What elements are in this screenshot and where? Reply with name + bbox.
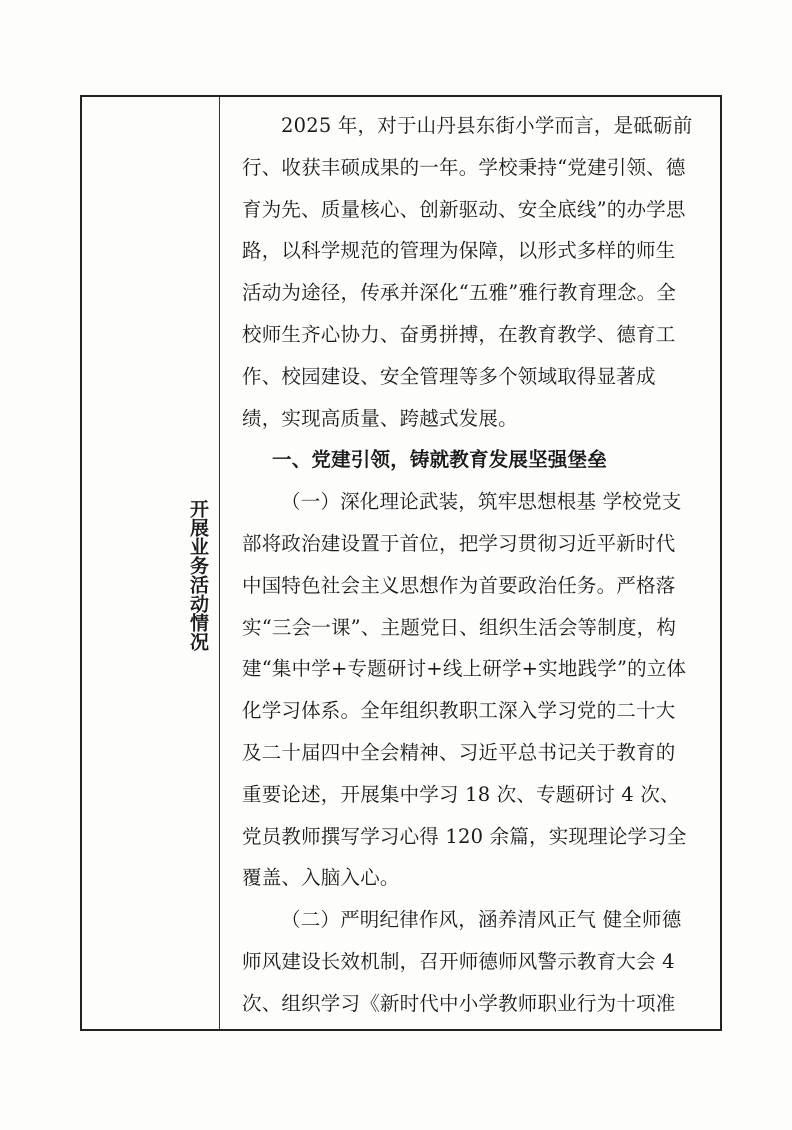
section-heading: 一、党建引领，铸就教育发展坚强堡垒 [272,448,607,472]
text-line: 育为先、质量核心、创新驱动、安全底线”的办学思 [242,197,686,221]
text-line: 绩，实现高质量、跨越式发展。 [242,406,518,430]
section-label-cell [82,97,220,1029]
text-line: 覆盖、入脑入心。 [242,866,400,890]
text-line: 行、收获丰硕成果的一年。学校秉持“党建引领、德 [242,155,686,179]
section-label: 开展业务活动情况 [187,499,209,651]
text-line: 校师生齐心协力、奋勇拼搏，在教育教学、德育工 [242,322,676,346]
content-text [242,105,710,1025]
text-line: 及二十届四中全会精神、习近平总书记关于教育的 [242,740,676,764]
text-line: 师风建设长效机制，召开师德师风警示教育大会 4 [242,949,675,973]
report-table [80,95,722,1031]
text-line: 作、校园建设、安全管理等多个领域取得显著成 [242,364,656,388]
text-line: 实“三会一课”、主题党日、组织生活会等制度，构 [242,615,677,639]
text-line: 化学习体系。全年组织教职工深入学习党的二十大 [242,699,676,723]
content-cell [220,97,720,1029]
text-line: 中国特色社会主义思想作为首要政治任务。严格落 [242,573,676,597]
text-line: 2025 年，对于山丹县东街小学而言，是砥砺前 [281,114,693,137]
text-line: 重要论述，开展集中学习 18 次、专题研讨 4 次、 [242,782,680,806]
text-line: （一）深化理论武装，筑牢思想根基 学校党支 [281,490,682,514]
text-line: 党员教师撰写学习心得 120 余篇，实现理论学习全 [242,824,687,848]
text-line: （二）严明纪律作风，涵养清风正气 健全师德 [281,908,682,932]
text-line: 路，以科学规范的管理为保障，以形式多样的师生 [242,239,676,263]
text-line: 部将政治建设置于首位，把学习贯彻习近平新时代 [242,531,676,555]
text-line: 次、组织学习《新时代中小学教师职业行为十项准 [242,991,676,1015]
text-line: 活动为途径，传承并深化“五雅”雅行教育理念。全 [242,281,677,305]
text-line: 建“集中学+专题研讨+线上研学+实地践学”的立体 [242,657,687,681]
